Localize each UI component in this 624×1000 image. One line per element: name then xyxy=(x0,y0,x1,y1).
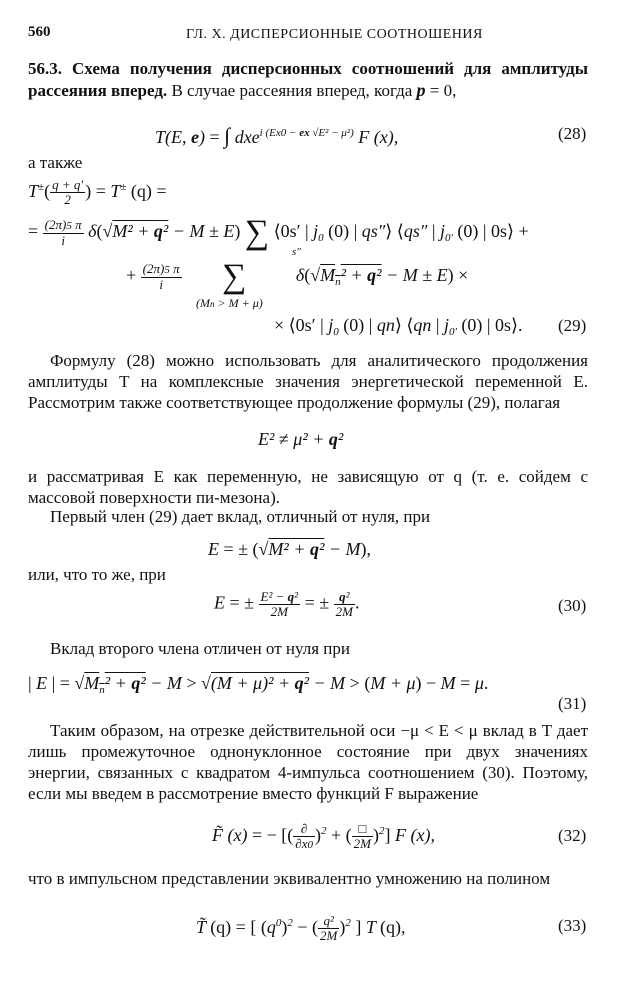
equation-31-number: (31) xyxy=(558,694,587,713)
section-intro: В случае рассеяния вперед, когда xyxy=(171,81,413,100)
equation-30: E = ± $\frac{\text{E² − q²}}{2M}$ = ± $\frac{\text{q²}}{2M}$ . xyxy=(214,589,360,619)
section-heading-paragraph: 56.3. Схема получения дисперсионных соотношений для амплитуды рассеяния вперед. В случае рассеяния вперед, когда p = 0, xyxy=(28,59,588,100)
equation-29-line2: = $\frac{(2\pi)5 \pi}{i}$ δ(√M² + q² − M ± E) ∑ ⟨0s′ | $j_0$ (0) | qs″⟩ ⟨qs″ | $j_{0'}$ (0) | 0s⟩ + xyxy=(28,214,529,252)
equation-32: F̃ (x) = − [( $\frac{\partial}{\partial x0}$ )$^2$ + ( $\frac{□}{2M}$ )$^2$] F (x), xyxy=(212,820,435,852)
running-title: ГЛ. X. ДИСПЕРСИОННЫЕ СООТНОШЕНИЯ xyxy=(186,27,483,42)
page-number: 560 xyxy=(28,24,51,40)
equation-first-term: E = ± (√M² + q² − M), xyxy=(208,539,372,559)
equation-29-number: (29) xyxy=(558,316,587,335)
equation-29-line3: + $\frac{(2\pi)5 \pi}{i}$ ∑ $\delta(√M_n^2 + q^2 - M \pm E)$ × xyxy=(126,258,469,296)
equation-29-line1: T±( $\frac{q + q'}{2}$ ) = T± (q) = xyxy=(28,177,167,208)
paragraph-5: Вклад второго члена отличен от нуля при xyxy=(50,639,350,658)
equation-33: T̃ (q) = [ $(q^0)^2$ − ( $\frac{\text{q²}}{2M}$ )$^2$ ] T (q), xyxy=(196,913,406,944)
sum-index-n: (Mn > M + μ) xyxy=(196,296,263,310)
paragraph-6: Таким образом, на отрезке действительной оси −μ < E < μ вклад в T дает лишь промежуточное однонуклонное состояние при двух значениях энергии, связанных с квадратом 4-импульса соотношением (30). Поэтому, если мы введем в рассмотрение вместо функций F выражение xyxy=(28,721,588,803)
equation-30-number: (30) xyxy=(558,596,587,615)
equation-31: | E | = $√M_n^2 + q^2 - M > √(M + \mu)^2 + q^2 - M > (M + \mu) - M = \mu$. xyxy=(28,673,489,696)
paragraph-4: или, что то же, при xyxy=(28,565,166,584)
sum-index-s: s″ xyxy=(292,246,301,258)
paragraph-2: и рассматривая E как переменную, не зависящую от q (т. е. сойдем с массовой поверхности пи-мезона). xyxy=(28,467,588,507)
equation-28-number: (28) xyxy=(558,124,587,143)
paragraph-3: Первый член (29) дает вклад, отличный от нуля, при xyxy=(50,507,431,526)
paragraph-1: Формулу (28) можно использовать для аналитического продолжения амплитуды T на комплексные значения энергетической переменной E. Рассмотрим также соответствующее продолжение формулы (29), полагая xyxy=(28,351,588,412)
equation-28: T(E, e) = ∫ dxe$^{i (Ex0 - ex √E^2 - \mu^2)}$ F (x), xyxy=(155,123,399,148)
text-also: а также xyxy=(28,153,83,172)
section-heading: 56.3. Схема получения дисперсионных соотношений для амплитуды рассеяния вперед. xyxy=(28,59,588,100)
equation-33-number: (33) xyxy=(558,916,587,935)
equation-32-number: (32) xyxy=(558,826,587,845)
equation-29-line4: × ⟨0s′ | $j_0$ (0) | qn⟩ ⟨qn | $j_{0'}$ (0) | 0s⟩. xyxy=(274,315,523,338)
equation-e-neq: E² ≠ μ² + q² xyxy=(258,429,344,449)
paragraph-7: что в импульсном представлении эквивалентно умножению на полином xyxy=(28,869,551,888)
